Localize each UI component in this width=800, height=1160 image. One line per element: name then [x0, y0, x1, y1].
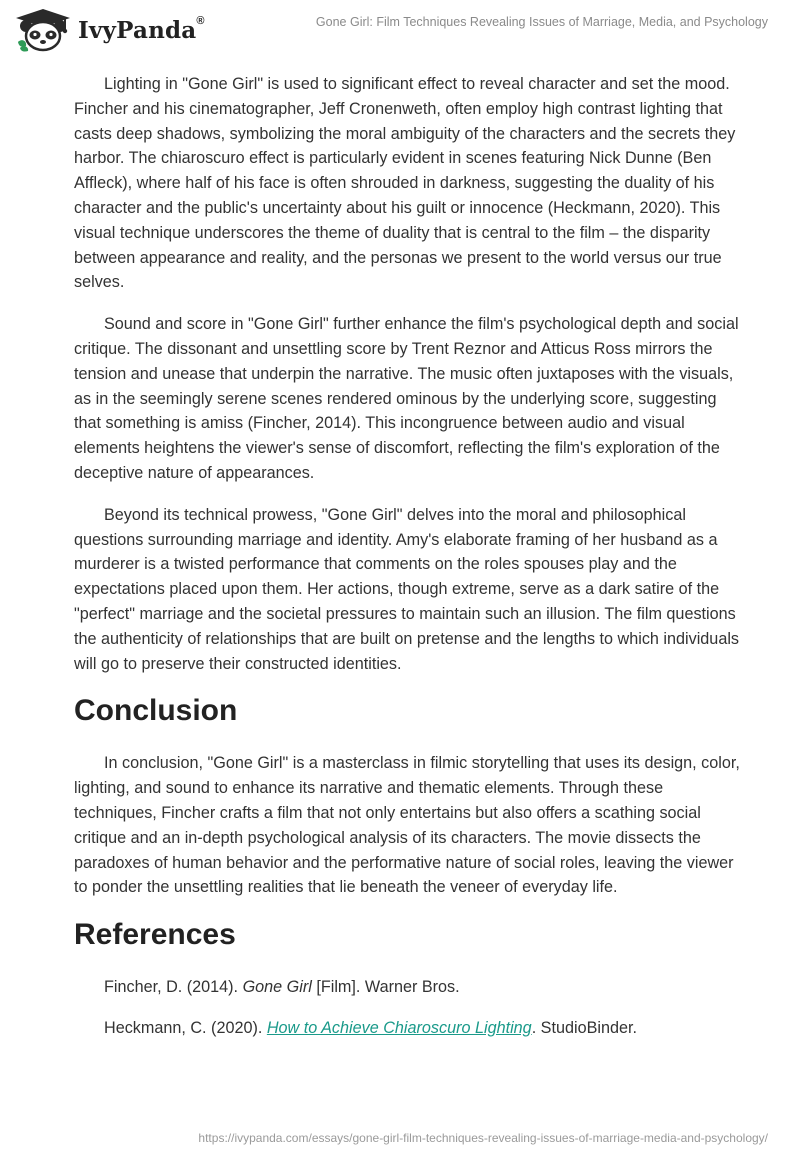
essay-content — [74, 72, 742, 1057]
reference-item — [104, 975, 742, 999]
running-title: Gone Girl: Film Techniques Revealing Issues of Marriage, Media, and Psychology — [315, 15, 768, 29]
brand-name: IvyPanda® — [78, 14, 205, 44]
paragraph-themes: Beyond its technical prowess, "Gone Girl" delves into the moral and philosophical questions surrounding marriage and identity. Amy's elaborate framing of her husband as a murderer is a twisted performance that comments on the roles spouses play and the expectations placed upon them. Her actions, though extreme, serve as a dark satire of the "perfect" marriage and the societal pressures to maintain such an illusion. The film questions the authenticity of relationships that are built on pretense and the lengths to which individuals will go to preserve their constructed identities. — [74, 505, 740, 673]
references-heading: References — [74, 918, 236, 952]
footer-url[interactable]: https://ivypanda.com/essays/gone-girl-film-techniques-revealing-issues-of-marriage-media-and-psychology/ — [198, 1131, 768, 1145]
reference-source: [Film]. Warner Bros. — [311, 978, 460, 997]
reference-list — [104, 975, 742, 1040]
paragraph-sound: Sound and score in "Gone Girl" further enhance the film's psychological depth and social critique. The dissonant and unsettling score by Trent Reznor and Atticus Ross mirrors the tension and unease that underpin the narrative. The music often juxtaposes with the visuals, as in the seemingly serene scenes rendered ominous by the underlying score, suggesting that something is amiss (Fincher, 2014). This incongruence between audio and visual elements heightens the viewer's sense of discomfort, reflecting the film's exploration of the deceptive nature of appearances. — [74, 315, 739, 482]
conclusion-heading: Conclusion — [74, 694, 238, 728]
paragraph-lighting: Lighting in "Gone Girl" is used to significant effect to reveal character and set the mood. Fincher and his cinematographer, Jeff Cronenweth, often employ high contrast lighting that casts deep shadows, symbolizing the moral ambiguity of the characters and the secrets they harbor. The chiaroscuro effect is particularly evident in scenes featuring Nick Dunne (Ben Affleck), where half of his face is often shrouded in darkness, suggesting the duality of his character and the public's uncertainty about his guilt or innocence (Heckmann, 2020). This visual technique underscores the theme of duality that is central to the film – the disparity between appearance and reality, and the personas we present to the world versus our true selves. — [74, 75, 736, 292]
reference-author: Heckmann, C. (2020). — [104, 1019, 267, 1038]
panda-graduate-icon — [14, 8, 72, 52]
reference-link[interactable]: How to Achieve Chiaroscuro Lighting — [266, 1019, 532, 1038]
reference-item — [104, 1016, 742, 1040]
ivypanda-logo[interactable] — [14, 8, 205, 52]
paragraph-conclusion: In conclusion, "Gone Girl" is a masterclass in filmic storytelling that uses its design, color, lighting, and sound to enhance its narrative and thematic elements. Through these techniques, Fincher crafts a film that not only entertains but also offers a scathing social critique and an in-depth psychological analysis of its characters. The movie dissects the paradoxes of human behavior and the performative nature of social roles, leaving the viewer to ponder the unsettling realities that lie beneath the veneer of everyday life. — [74, 754, 740, 897]
reference-source: . StudioBinder. — [531, 1019, 637, 1038]
page-header — [0, 0, 800, 60]
reference-title: Gone Girl — [242, 978, 312, 997]
reference-author: Fincher, D. (2014). — [104, 978, 243, 997]
